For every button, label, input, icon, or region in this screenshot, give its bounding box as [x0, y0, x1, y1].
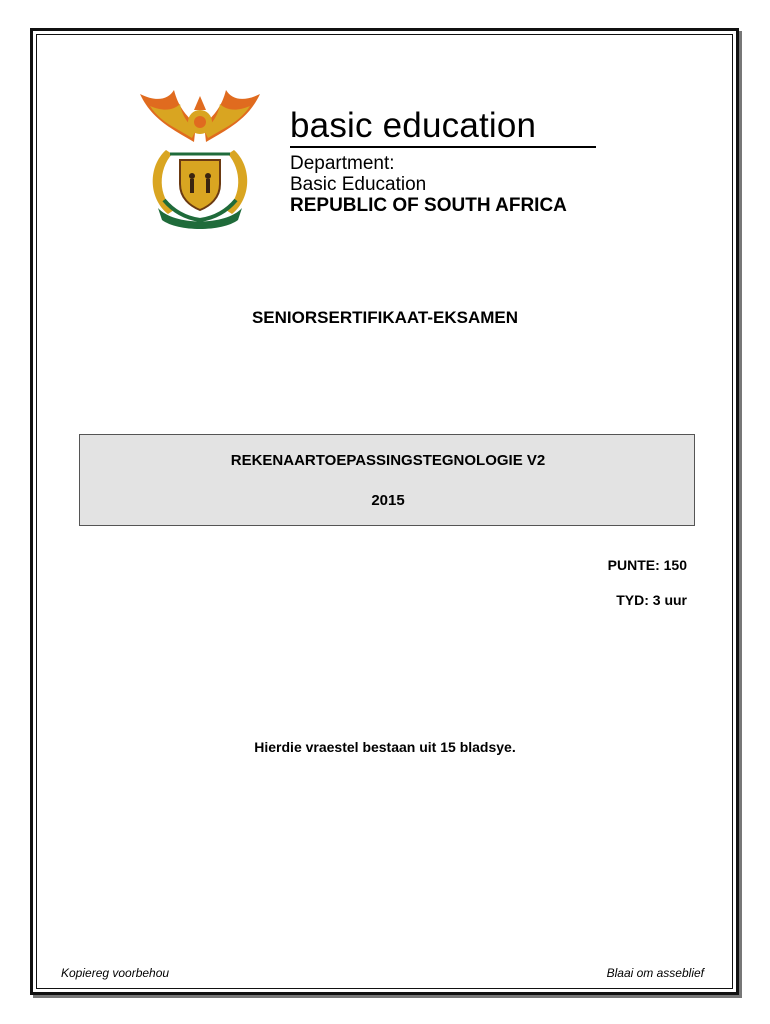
subject-box: [79, 434, 695, 526]
subject-title: REKENAARTOEPASSINGSTEGNOLOGIE V2: [230, 452, 546, 469]
copyright-notice: Kopiereg voorbehou: [61, 966, 170, 980]
department-label: Department:: [290, 153, 395, 174]
brand-divider: [290, 146, 596, 148]
exam-title: SENIORSERTIFIKAAT-EKSAMEN: [251, 308, 519, 327]
crest-shield: [180, 160, 220, 210]
coat-of-arms-icon: [134, 80, 266, 230]
marks-label: PUNTE: 150: [607, 557, 687, 573]
time-label: TYD: 3 uur: [616, 592, 687, 608]
country-name: REPUBLIC OF SOUTH AFRICA: [290, 195, 567, 216]
pages-note: Hierdie vraestel bestaan uit 15 bladsye.: [254, 739, 516, 755]
brand-title: basic education: [290, 106, 537, 145]
department-name: Basic Education: [290, 174, 427, 195]
turn-over-notice: Blaai om asseblief: [606, 966, 704, 980]
exam-year: 2015: [371, 492, 405, 509]
